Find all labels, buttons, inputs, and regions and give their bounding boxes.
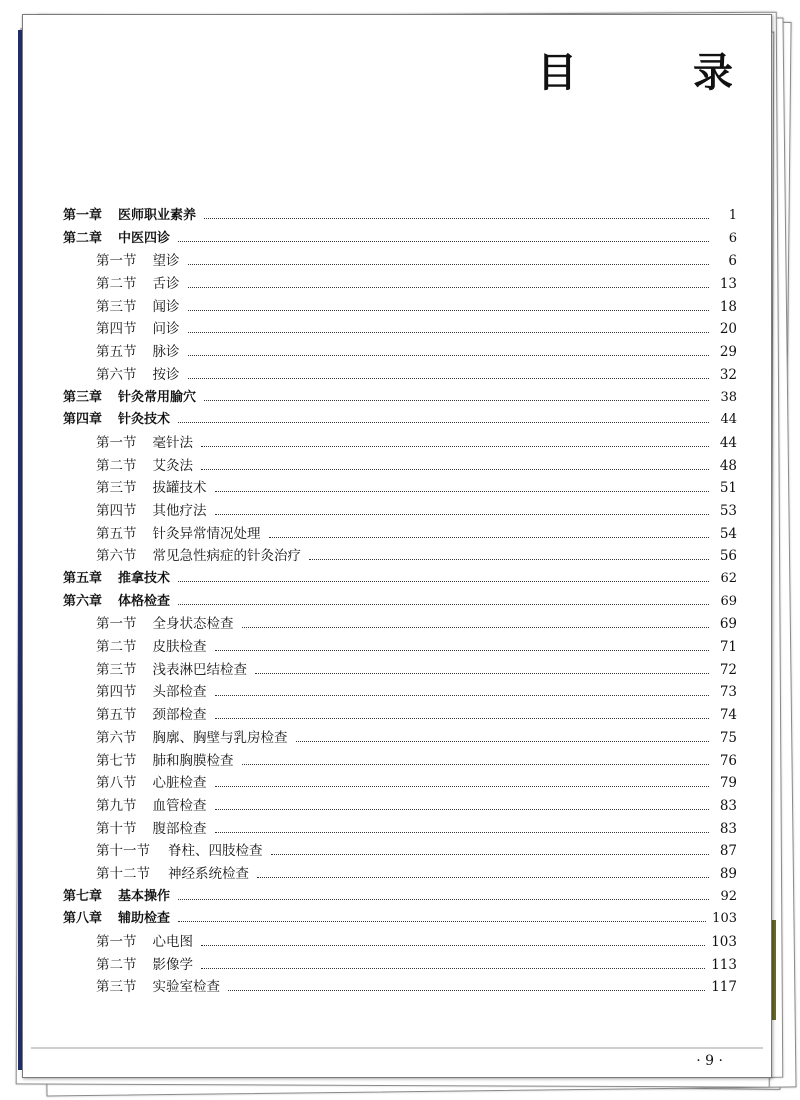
toc-entry-label: 第四节 (96, 684, 137, 701)
toc-dot-leader (204, 400, 709, 401)
toc-entry-section[interactable] (63, 477, 737, 500)
toc-entry-label: 第二章 (63, 230, 103, 246)
toc-dot-leader (215, 718, 710, 719)
toc-entry-title: 常见急性病症的针灸治疗 (152, 548, 301, 565)
toc-entry-page: 117 (711, 979, 737, 996)
toc-entry-page: 32 (719, 366, 737, 383)
toc-entry-page: 69 (719, 616, 737, 633)
toc-dot-leader (188, 310, 710, 311)
toc-entry-section[interactable] (63, 500, 737, 523)
toc-entry-section[interactable] (63, 795, 737, 818)
toc-dot-leader (269, 537, 710, 538)
toc-dot-leader (188, 264, 710, 265)
toc-entry-label: 第五节 (96, 344, 137, 361)
toc-entry-title: 舌诊 (152, 276, 180, 293)
toc-entry-page: 48 (719, 457, 737, 474)
toc-entry-page: 13 (719, 276, 737, 293)
toc-entry-page: 53 (719, 502, 737, 519)
toc-entry-label: 第四章 (63, 412, 103, 428)
toc-entry-section[interactable] (63, 636, 737, 659)
toc-entry-label: 第八章 (63, 911, 103, 927)
toc-entry-page: 103 (712, 911, 737, 927)
toc-entry-label: 第六节 (96, 548, 137, 565)
toc-entry-page: 92 (720, 888, 737, 904)
toc-entry-label: 第三节 (96, 298, 137, 315)
toc-entry-page: 89 (719, 865, 737, 882)
toc-entry-label: 第三节 (96, 480, 137, 497)
toc-entry-label: 第四节 (96, 502, 137, 519)
toc-entry-section[interactable] (63, 681, 737, 704)
toc-entry-title: 辅助检查 (118, 911, 171, 927)
toc-dot-leader (204, 218, 709, 219)
toc-entry-page: 44 (720, 412, 737, 428)
toc-entry-label: 第四节 (96, 321, 137, 338)
toc-entry-section[interactable] (63, 976, 737, 999)
toc-entry-page: 29 (719, 344, 737, 361)
toc-dot-leader (215, 491, 710, 492)
toc-entry-title: 心电图 (152, 934, 193, 950)
toc-entry-title: 针灸常用腧穴 (118, 389, 197, 405)
toc-entry-title: 心脏检查 (152, 775, 207, 792)
toc-entry-title: 艾灸法 (152, 457, 193, 474)
toc-entry-page: 38 (720, 389, 737, 405)
toc-entry-chapter[interactable] (63, 886, 737, 909)
toc-entry-title: 脉诊 (152, 344, 180, 361)
toc-entry-label: 第五章 (63, 571, 103, 586)
toc-entry-page: 56 (719, 548, 737, 565)
toc-dot-leader (178, 604, 709, 605)
toc-entry-title: 体格检查 (118, 593, 171, 609)
toc-entry-section[interactable] (63, 659, 737, 682)
toc-entry-title: 拔罐技术 (152, 480, 207, 497)
toc-entry-page: 51 (719, 480, 737, 497)
toc-entry-label: 第一节 (96, 616, 137, 633)
toc-dot-leader (188, 378, 710, 379)
toc-entry-section[interactable] (63, 273, 737, 296)
toc-entry-page: 71 (719, 639, 737, 656)
toc-entry-title: 医师职业素养 (118, 208, 197, 223)
toc-entry-title: 颈部检查 (152, 707, 207, 724)
toc-dot-leader (178, 422, 709, 423)
toc-entry-page: 87 (719, 843, 737, 860)
toc-entry-title: 问诊 (152, 321, 180, 338)
toc-entry-section[interactable] (63, 432, 737, 455)
toc-entry-page: 79 (719, 775, 737, 792)
footer-rule (31, 1047, 763, 1049)
toc-entry-label: 第七章 (63, 888, 103, 904)
toc-entry-chapter[interactable] (63, 591, 737, 614)
toc-entry-title: 皮肤检查 (152, 639, 207, 656)
toc-entry-section[interactable] (63, 772, 737, 795)
toc-entry-page: 6 (728, 230, 737, 246)
toc-entry-title: 胸廓、胸壁与乳房检查 (152, 729, 288, 746)
toc-entry-title: 推拿技术 (118, 571, 171, 586)
toc-entry-title: 基本操作 (118, 888, 171, 904)
page-title: 目 录 (537, 50, 771, 96)
toc-entry-section[interactable] (63, 296, 737, 319)
toc-entry-title: 全身状态检查 (152, 616, 234, 633)
toc-dot-leader (178, 241, 709, 242)
toc-entry-chapter[interactable] (63, 205, 737, 228)
toc-entry-label: 第五节 (96, 525, 137, 542)
toc-entry-section[interactable] (63, 954, 737, 977)
toc-entry-title: 实验室检查 (152, 979, 220, 996)
toc-entry-section[interactable] (63, 840, 737, 863)
toc-entry-section[interactable] (63, 613, 737, 636)
toc-entry-label: 第五节 (96, 707, 137, 724)
toc-entry-label: 第八节 (96, 775, 137, 792)
toc-entry-section[interactable] (63, 250, 737, 273)
toc-dot-leader (242, 627, 710, 628)
toc-entry-label: 第二节 (96, 276, 137, 293)
toc-dot-leader (271, 854, 710, 855)
toc-entry-label: 第十二节 (96, 865, 150, 882)
toc-entry-title: 针灸技术 (118, 412, 171, 428)
toc-entry-section[interactable] (63, 818, 737, 841)
toc-entry-page: 1 (728, 208, 737, 223)
toc-dot-leader (215, 832, 710, 833)
toc-dot-leader (201, 968, 705, 969)
toc-entry-title: 按诊 (152, 366, 180, 383)
toc-entry-title: 其他疗法 (152, 502, 207, 519)
toc-dot-leader (228, 990, 705, 991)
toc-dot-leader (201, 469, 709, 470)
toc-entry-label: 第二节 (96, 639, 137, 656)
page-number: · 9 · (696, 1053, 723, 1069)
toc-entry-section[interactable] (63, 341, 737, 364)
toc-entry-page: 20 (719, 321, 737, 338)
toc-entry-title: 脊柱、四肢检查 (168, 843, 263, 860)
toc-entry-page: 83 (719, 820, 737, 837)
toc-dot-leader (215, 514, 710, 515)
toc-dot-leader (215, 650, 710, 651)
toc-entry-page: 18 (719, 298, 737, 315)
toc-dot-leader (215, 809, 710, 810)
toc-entry-title: 闻诊 (152, 298, 180, 315)
toc-entry-section[interactable] (63, 523, 737, 546)
toc-entry-title: 针灸异常情况处理 (152, 525, 261, 542)
toc-entry-section[interactable] (63, 545, 737, 568)
toc-entry-page: 54 (719, 525, 737, 542)
toc-entry-section[interactable] (63, 704, 737, 727)
toc-entry-page: 75 (719, 729, 737, 746)
toc-entry-chapter[interactable] (63, 387, 737, 410)
toc-dot-leader (201, 945, 705, 946)
toc-entry-page: 6 (728, 253, 737, 270)
toc-dot-leader (188, 355, 710, 356)
toc-entry-page: 69 (720, 593, 737, 609)
toc-dot-leader (188, 332, 710, 333)
toc-entry-title: 血管检查 (152, 797, 207, 814)
toc-dot-leader (296, 741, 710, 742)
toc-entry-section[interactable] (63, 750, 737, 773)
toc-entry-chapter[interactable] (63, 409, 737, 432)
toc-entry-page: 76 (719, 752, 737, 769)
toc-entry-section[interactable] (63, 364, 737, 387)
toc-entry-section[interactable] (63, 931, 737, 954)
toc-entry-title: 中医四诊 (118, 230, 171, 246)
toc-entry-label: 第三节 (96, 979, 137, 996)
toc-entry-label: 第七节 (96, 752, 137, 769)
toc-entry-label: 第六章 (63, 593, 103, 609)
toc-entry-chapter[interactable] (63, 568, 737, 591)
toc-entry-label: 第一节 (96, 434, 137, 451)
toc-dot-leader (255, 673, 709, 674)
toc-entry-page: 62 (720, 571, 737, 586)
toc-entry-label: 第三章 (63, 389, 103, 405)
toc-entry-page: 74 (719, 707, 737, 724)
toc-dot-leader (201, 446, 709, 447)
toc-entry-title: 头部检查 (152, 684, 207, 701)
toc-dot-leader (309, 559, 709, 560)
toc-entry-label: 第十一节 (96, 843, 150, 860)
toc-entry-label: 第六节 (96, 366, 137, 383)
toc-dot-leader (242, 764, 710, 765)
toc-entry-page: 113 (711, 956, 737, 973)
table-of-contents (63, 205, 737, 999)
toc-entry-title: 望诊 (152, 253, 180, 270)
toc-entry-label: 第一章 (63, 208, 103, 223)
toc-entry-page: 44 (719, 434, 737, 451)
toc-entry-label: 第二节 (96, 457, 137, 474)
toc-entry-title: 浅表淋巴结检查 (152, 661, 247, 678)
toc-dot-leader (257, 877, 709, 878)
toc-entry-label: 第九节 (96, 797, 137, 814)
toc-entry-label: 第一节 (96, 253, 137, 270)
toc-dot-leader (178, 581, 709, 582)
toc-entry-chapter[interactable] (63, 228, 737, 251)
toc-entry-page: 72 (719, 661, 737, 678)
toc-entry-label: 第一节 (96, 934, 137, 950)
toc-entry-title: 神经系统检查 (168, 865, 249, 882)
toc-entry-title: 毫针法 (152, 434, 193, 451)
toc-entry-section[interactable] (63, 318, 737, 341)
toc-dot-leader (215, 695, 710, 696)
toc-dot-leader (178, 899, 709, 900)
toc-entry-page: 73 (719, 684, 737, 701)
toc-entry-label: 第二节 (96, 956, 137, 973)
toc-entry-section[interactable] (63, 455, 737, 478)
toc-entry-title: 肺和胸膜检查 (152, 752, 234, 769)
document-page (22, 14, 772, 1078)
toc-dot-leader (178, 921, 706, 922)
toc-entry-label: 第三节 (96, 661, 137, 678)
toc-entry-label: 第十节 (96, 820, 137, 837)
toc-entry-title: 腹部检查 (152, 820, 207, 837)
toc-entry-label: 第六节 (96, 729, 137, 746)
toc-dot-leader (188, 287, 710, 288)
toc-dot-leader (215, 786, 710, 787)
toc-entry-section[interactable] (63, 727, 737, 750)
toc-entry-page: 103 (711, 934, 737, 950)
toc-entry-section[interactable] (63, 863, 737, 886)
toc-entry-title: 影像学 (152, 956, 193, 973)
toc-entry-page: 83 (719, 797, 737, 814)
toc-entry-chapter[interactable] (63, 908, 737, 931)
